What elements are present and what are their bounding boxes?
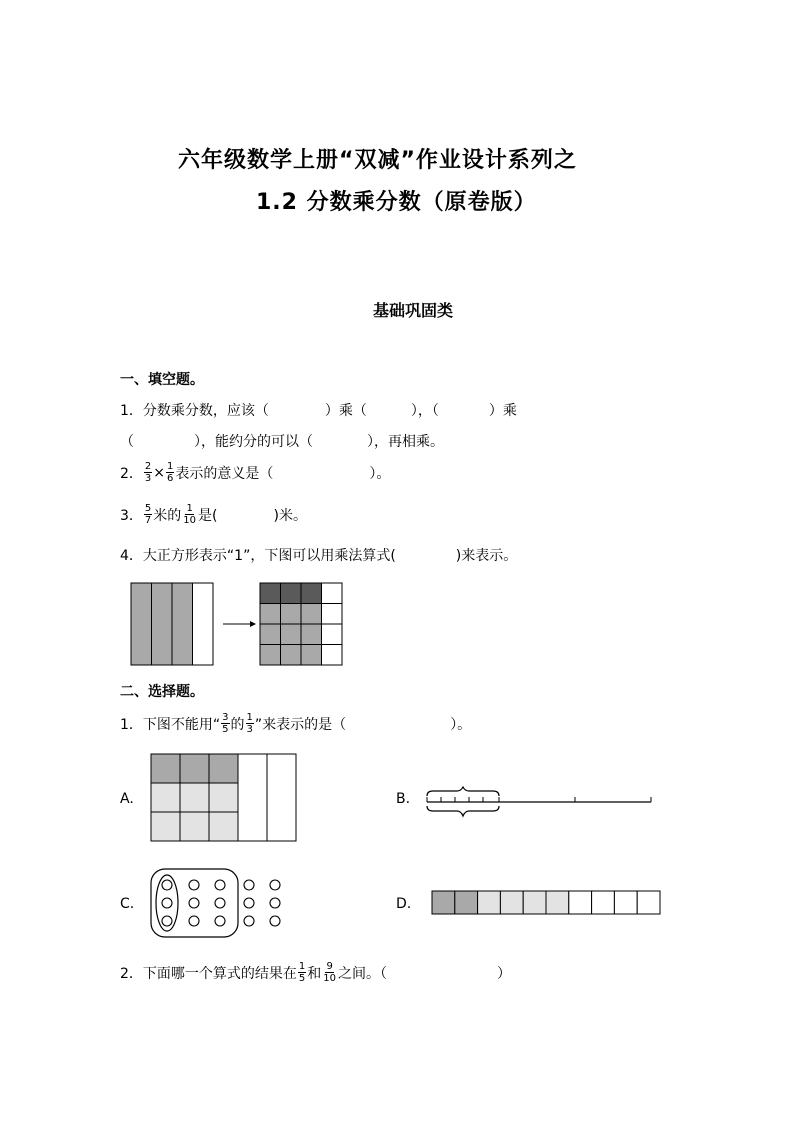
q4-left-col-2 <box>152 583 173 665</box>
p2-q1-text-a: 1．下图不能用“ <box>120 716 221 733</box>
option-c-figure <box>150 868 290 942</box>
q3-end: )米。 <box>273 507 307 524</box>
arrow-right-icon <box>250 621 256 627</box>
q1-text-g: ），再相乘。 <box>367 434 444 450</box>
q3-fraction-2 <box>182 503 197 526</box>
option-d-figure <box>431 890 663 916</box>
p2-q2-f1-den: 5 <box>298 973 306 984</box>
p2-q2-text-a: 2．下面哪一个算式的结果在 <box>120 965 297 982</box>
q4-line <box>120 545 517 565</box>
p2-q2-line <box>120 961 511 984</box>
q3-f2-num: 1 <box>186 503 193 514</box>
q1-line-2 <box>120 431 444 451</box>
p2-q1-fraction-1 <box>221 712 229 735</box>
option-a-svg <box>150 753 298 843</box>
q2-times: × <box>153 464 166 481</box>
q3-line <box>120 503 307 526</box>
p2-q2-text-b: 之间。（ <box>338 965 388 982</box>
q2-f1-den: 3 <box>144 473 152 484</box>
q3-mid2: 是( <box>198 507 218 524</box>
option-c-svg <box>150 868 290 942</box>
option-b-svg <box>423 786 655 820</box>
title-line-2: 1.2 分数乘分数（原卷版） <box>256 190 537 215</box>
part2-heading: 二、选择题。 <box>120 684 204 700</box>
p2-q1-f1-num: 3 <box>222 712 229 723</box>
q3-f1-den: 7 <box>144 515 152 526</box>
option-d-svg <box>431 890 663 916</box>
q3-fraction-1 <box>144 503 152 526</box>
q3-prefix: 3． <box>120 507 143 524</box>
q2-f1-num: 2 <box>144 461 152 472</box>
q2-f2-num: 1 <box>167 461 174 472</box>
option-b-label[interactable]: B. <box>396 791 411 807</box>
option-a-figure <box>150 753 298 843</box>
q4-text-a: 4．大正方形表示“1”，下图可以用乘法算式( <box>120 548 396 564</box>
p2-q2-f2-den: 10 <box>323 973 337 984</box>
q4-left-col-4 <box>193 583 214 665</box>
part1-heading: 一、填空题。 <box>120 372 204 388</box>
q3-f1-num: 5 <box>144 503 152 514</box>
q4-text-b: )来表示。 <box>455 548 518 564</box>
q1-text-e: （ <box>120 434 134 450</box>
p2-q1-text-c: ）。 <box>450 716 472 733</box>
p2-q2-fraction-2 <box>322 961 337 984</box>
q1-text-d: ）乘 <box>488 403 517 419</box>
section-title: 基础巩固类 <box>373 301 454 320</box>
q2-prefix: 2． <box>120 465 143 482</box>
q2-f2-den: 6 <box>167 473 174 484</box>
q3-f2-den: 10 <box>183 515 197 526</box>
p2-q1-f2-num: 1 <box>246 712 253 723</box>
q2-fraction-1 <box>144 461 152 484</box>
p2-q2-fraction-1 <box>298 961 306 984</box>
q4-right-grid <box>260 583 342 665</box>
q1-text-b: ）乘（ <box>324 403 367 419</box>
q4-figure <box>130 582 344 668</box>
q2-line <box>120 461 390 484</box>
q2-mid: 表示的意义是（ <box>175 465 274 482</box>
q1-text-f: ），能约分的可以（ <box>194 434 313 450</box>
p2-q1-fraction-2 <box>246 712 254 735</box>
p2-q2-mid: 和 <box>307 965 322 982</box>
q4-left-col-3 <box>172 583 193 665</box>
title-line-1: 六年级数学上册“双减”作业设计系列之 <box>178 148 577 173</box>
q1-text-c: ），（ <box>410 403 439 419</box>
p2-q2-f1-num: 1 <box>298 961 306 972</box>
q1-line-1 <box>120 400 517 420</box>
q1-text-a: 1．分数乘分数，应该（ <box>120 403 269 419</box>
p2-q2-f2-num: 9 <box>326 961 333 972</box>
option-c-label[interactable]: C. <box>120 896 135 912</box>
p2-q1-f2-den: 3 <box>246 724 253 735</box>
option-b-figure <box>423 786 655 820</box>
q4-figure-svg <box>130 582 344 668</box>
q2-end: ）。 <box>369 465 391 482</box>
option-d-label[interactable]: D. <box>396 896 412 912</box>
q3-mid1: 米的 <box>153 507 182 524</box>
p2-q1-mid: 的 <box>230 716 245 733</box>
option-a-label[interactable]: A. <box>120 791 134 807</box>
q2-fraction-2 <box>166 461 174 484</box>
p2-q1-f1-den: 5 <box>222 724 229 735</box>
p2-q2-text-c: ） <box>497 965 512 982</box>
q4-left-col-1 <box>131 583 152 665</box>
p2-q1-text-b: ”来表示的是（ <box>254 716 347 733</box>
p2-q1-line <box>120 712 471 735</box>
